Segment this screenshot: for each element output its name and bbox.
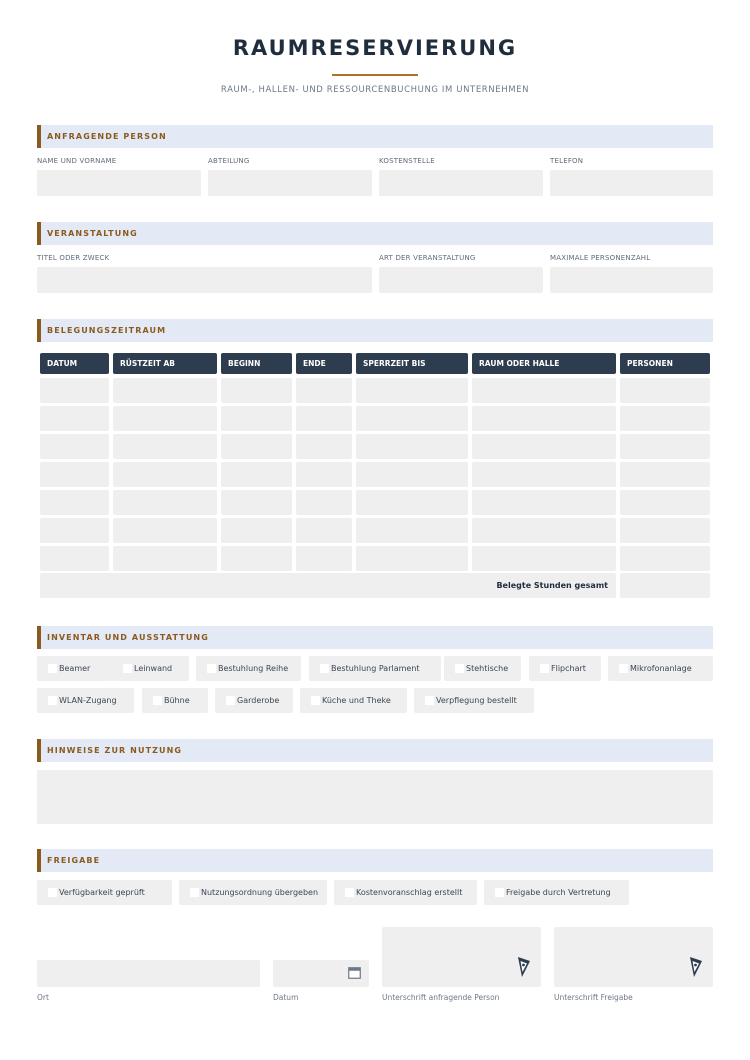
table-cell[interactable]: [296, 406, 352, 431]
table-cell[interactable]: [620, 518, 710, 543]
table-cell[interactable]: [113, 490, 217, 515]
section-period: [37, 319, 713, 342]
table-cell[interactable]: [221, 518, 292, 543]
name-field[interactable]: [37, 170, 201, 196]
date-label: Datum: [273, 993, 299, 1002]
table-cell[interactable]: [356, 378, 468, 403]
field-label-title: TITEL ODER ZWECK: [37, 254, 110, 262]
table-cell[interactable]: [356, 546, 468, 571]
signature-approval-field[interactable]: [554, 927, 713, 987]
checkbox[interactable]: [207, 664, 216, 673]
checkbox[interactable]: [311, 696, 320, 705]
checkbox-label: WLAN-Zugang: [59, 696, 117, 705]
table-cell[interactable]: [472, 462, 616, 487]
table-cell[interactable]: [40, 546, 109, 571]
page-subtitle: RAUM-, HALLEN- UND RESSOURCENBUCHUNG IM UNTERNEHMEN: [220, 85, 530, 95]
table-cell[interactable]: [296, 378, 352, 403]
section-inventory: [37, 626, 713, 649]
checkbox[interactable]: [48, 696, 57, 705]
table-cell[interactable]: [296, 518, 352, 543]
column-header: SPERRZEIT BIS: [356, 353, 468, 374]
checkbox-item[interactable]: [142, 688, 208, 713]
table-cell[interactable]: [296, 462, 352, 487]
checkbox-label: Beamer: [59, 664, 91, 673]
place-label: Ort: [37, 993, 49, 1002]
table-cell[interactable]: [356, 434, 468, 459]
checkbox-item[interactable]: [37, 688, 134, 713]
checkbox[interactable]: [48, 664, 57, 673]
total-hours-label-cell: [40, 573, 616, 598]
checkbox[interactable]: [619, 664, 628, 673]
pen-nib-icon: [516, 955, 532, 979]
checkbox-item[interactable]: [215, 688, 293, 713]
checkbox[interactable]: [123, 664, 132, 673]
checkbox-label: Leinwand: [134, 664, 173, 673]
section-person: [37, 125, 713, 148]
table-cell[interactable]: [113, 406, 217, 431]
table-cell[interactable]: [40, 518, 109, 543]
table-cell[interactable]: [472, 490, 616, 515]
table-cell[interactable]: [472, 546, 616, 571]
checkbox[interactable]: [425, 696, 434, 705]
checkbox[interactable]: [320, 664, 329, 673]
table-cell[interactable]: [221, 434, 292, 459]
table-cell[interactable]: [296, 490, 352, 515]
signature-requester-field[interactable]: [382, 927, 541, 987]
checkbox-label: Nutzungsordnung übergeben: [201, 888, 319, 897]
table-cell[interactable]: [620, 378, 710, 403]
field-label-name: NAME UND VORNAME: [37, 157, 117, 165]
checkbox-label: Verfügbarkeit geprüft: [59, 888, 145, 897]
signature-requester-label: Unterschrift anfragende Person: [382, 993, 500, 1002]
table-cell[interactable]: [221, 462, 292, 487]
page-title: RAUMRESERVIERUNG: [232, 36, 518, 60]
checkbox-item[interactable]: [414, 688, 534, 713]
table-cell[interactable]: [620, 434, 710, 459]
table-cell[interactable]: [221, 406, 292, 431]
column-header: DATUM: [40, 353, 109, 374]
table-cell[interactable]: [356, 490, 468, 515]
checkbox-item[interactable]: [179, 880, 327, 905]
table-cell[interactable]: [356, 406, 468, 431]
table-cell[interactable]: [356, 462, 468, 487]
field-label-phone: TELEFON: [550, 157, 584, 165]
section-notes: [37, 739, 713, 762]
checkbox-label: Verpflegung bestellt: [436, 696, 517, 705]
checkbox[interactable]: [48, 888, 57, 897]
checkbox-label: Garderobe: [237, 696, 280, 705]
table-cell[interactable]: [620, 462, 710, 487]
checkbox-item[interactable]: [37, 656, 112, 681]
calendar-icon[interactable]: [348, 967, 361, 979]
checkbox[interactable]: [190, 888, 199, 897]
field-label-cost-center: KOSTENSTELLE: [379, 157, 435, 165]
field-label-department: ABTEILUNG: [208, 157, 250, 165]
place-field[interactable]: [37, 960, 260, 987]
checkbox-label: Bühne: [164, 696, 190, 705]
table-cell[interactable]: [296, 546, 352, 571]
table-cell[interactable]: [40, 406, 109, 431]
section-title: VERANSTALTUNG: [47, 229, 138, 238]
section-title: ANFRAGENDE PERSON: [47, 132, 167, 141]
checkbox-label: Kostenvoranschlag erstellt: [356, 888, 463, 897]
table-cell[interactable]: [113, 378, 217, 403]
table-cell[interactable]: [113, 546, 217, 571]
pen-nib-icon: [688, 955, 704, 979]
cost-center-field[interactable]: [379, 170, 543, 196]
table-cell[interactable]: [221, 378, 292, 403]
checkbox[interactable]: [540, 664, 549, 673]
table-cell[interactable]: [472, 434, 616, 459]
checkbox-item[interactable]: [196, 656, 301, 681]
table-cell[interactable]: [472, 518, 616, 543]
table-cell[interactable]: [40, 462, 109, 487]
checkbox-item[interactable]: [309, 656, 441, 681]
checkbox-label: Küche und Theke: [322, 696, 391, 705]
table-cell[interactable]: [472, 406, 616, 431]
checkbox-label: Flipchart: [551, 664, 586, 673]
table-cell[interactable]: [113, 518, 217, 543]
table-cell[interactable]: [113, 434, 217, 459]
signature-approval-label: Unterschrift Freigabe: [554, 993, 633, 1002]
date-field[interactable]: [273, 960, 369, 987]
table-cell[interactable]: [620, 406, 710, 431]
checkbox-item[interactable]: [529, 656, 601, 681]
checkbox-item[interactable]: [444, 656, 521, 681]
checkbox-label: Bestuhlung Reihe: [218, 664, 289, 673]
checkbox[interactable]: [345, 888, 354, 897]
checkbox-label: Freigabe durch Vertretung: [506, 888, 611, 897]
max-persons-field[interactable]: [550, 267, 713, 293]
column-header: ENDE: [296, 353, 352, 374]
table-cell[interactable]: [40, 378, 109, 403]
section-title: BELEGUNGSZEITRAUM: [47, 326, 167, 335]
checkbox-item[interactable]: [300, 688, 407, 713]
checkbox-label: Bestuhlung Parlament: [331, 664, 420, 673]
department-field[interactable]: [208, 170, 372, 196]
notes-textarea[interactable]: [37, 770, 713, 824]
column-header: RÜSTZEIT AB: [113, 353, 217, 374]
table-cell[interactable]: [472, 378, 616, 403]
checkbox[interactable]: [153, 696, 162, 705]
section-title: INVENTAR UND AUSSTATTUNG: [47, 633, 209, 642]
field-label-event-type: ART DER VERANSTALTUNG: [379, 254, 476, 262]
phone-field[interactable]: [550, 170, 713, 196]
checkbox-label: Mikrofonanlage: [630, 664, 692, 673]
title-divider: [332, 74, 418, 76]
table-cell[interactable]: [620, 490, 710, 515]
table-cell[interactable]: [620, 546, 710, 571]
section-event: [37, 222, 713, 245]
table-cell[interactable]: [296, 434, 352, 459]
checkbox-item[interactable]: [112, 656, 189, 681]
title-field[interactable]: [37, 267, 372, 293]
checkbox-label: Stehtische: [466, 664, 509, 673]
section-title: HINWEISE ZUR NUTZUNG: [47, 746, 183, 755]
column-header: PERSONEN: [620, 353, 710, 374]
checkbox[interactable]: [455, 664, 464, 673]
table-cell[interactable]: [221, 490, 292, 515]
total-hours-field[interactable]: [620, 573, 710, 598]
field-label-max-persons: MAXIMALE PERSONENZAHL: [550, 254, 651, 262]
column-header: RAUM ODER HALLE: [472, 353, 616, 374]
table-cell[interactable]: [40, 490, 109, 515]
table-cell[interactable]: [113, 462, 217, 487]
table-cell[interactable]: [221, 546, 292, 571]
section-approval: [37, 849, 713, 872]
checkbox-item[interactable]: [37, 880, 172, 905]
checkbox-item[interactable]: [334, 880, 477, 905]
table-cell[interactable]: [40, 434, 109, 459]
column-header: BEGINN: [221, 353, 292, 374]
table-cell[interactable]: [356, 518, 468, 543]
checkbox[interactable]: [495, 888, 504, 897]
checkbox[interactable]: [226, 696, 235, 705]
section-title: FREIGABE: [47, 856, 101, 865]
checkbox-item[interactable]: [608, 656, 713, 681]
total-hours-label: Belegte Stunden gesamt: [496, 581, 608, 590]
checkbox-item[interactable]: [484, 880, 629, 905]
event-type-field[interactable]: [379, 267, 543, 293]
